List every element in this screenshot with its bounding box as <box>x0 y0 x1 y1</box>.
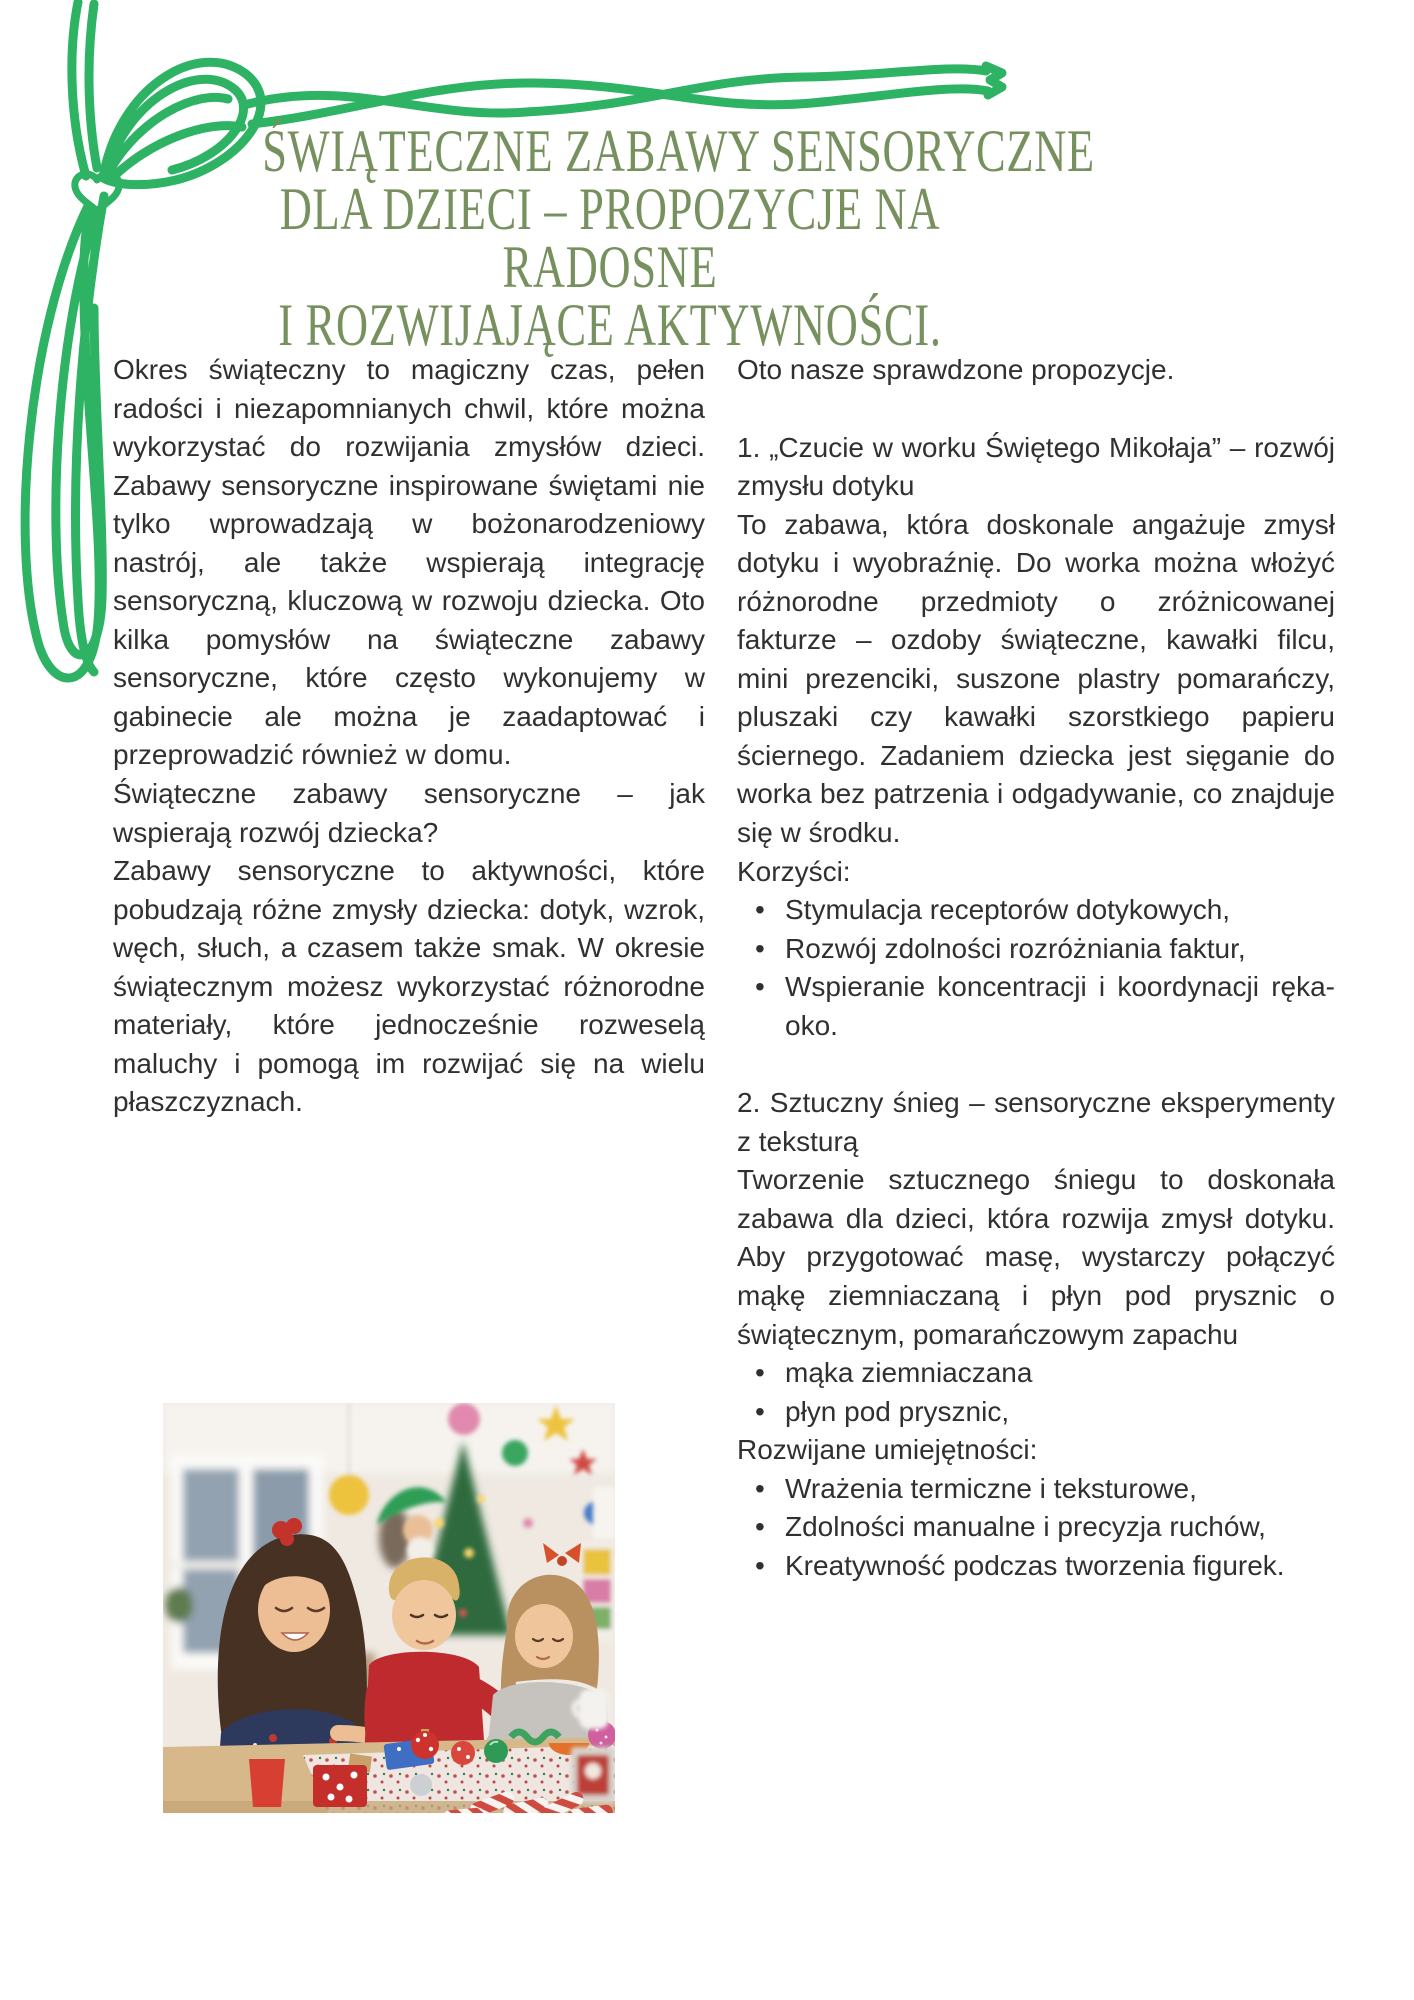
activity-1-body: To zabawa, która doskonale angażuje zmysł dotyku i wyobraźnię. Do worka można włożyć różnorodne przedmioty o zróżnicowanej fakturze – ozdoby świąteczne, kawałki filcu, mini prezenciki, suszone plastry pomarańczy, pluszaki czy kawałki szorstkiego papieru ściernego. Zadaniem dziecka jest sięganie do worka bez patrzenia i odgadywanie, co znajduje się w środku. <box>737 508 1335 849</box>
spacer <box>737 1045 1335 1084</box>
activity-1-heading: 1. „Czucie w worku Świętego Mikołaja” – rozwój zmysłu dotyku <box>737 431 1335 502</box>
heart-knot-icon <box>75 174 119 211</box>
ribbon-tail-loop <box>25 206 99 678</box>
skill-item: • Wrażenia termiczne i teksturowe, <box>737 1470 1335 1509</box>
photo-children-crafts <box>163 1403 615 1813</box>
benefit-item: • Wspieranie koncentracji i koordynacji ręka-oko. <box>737 968 1335 1045</box>
intro-paragraph: Okres świąteczny to magiczny czas, pełen radości i niezapomnianych chwil, które można wykorzystać do rozwijania zmysłów dzieci. Zabawy sensoryczne inspirowane świętami nie tylko wprowadzają w bożonarodzeniowy nastrój, ale także wspierają integrację sensoryczną, kluczową w rozwoju dziecka. Oto kilka pomysłów na świąteczne zabawy sensoryczne, które często wykonujemy w gabinecie ale można je zaadaptować i przeprowadzić również w domu. <box>113 354 705 771</box>
activity-2-body: Tworzenie sztucznego śniegu to doskonała zabawa dla dzieci, która rozwija zmysł dotyku. Aby przygotować masę, wystarczy połączyć mąkę ziemniaczaną i płyn pod prysznic o świątecznym, pomarańczowym zapachu <box>737 1164 1335 1350</box>
ingredient-item: • mąka ziemniaczana <box>737 1354 1335 1393</box>
propositions-intro: Oto nasze sprawdzone propozycje. <box>737 354 1175 385</box>
page-title <box>140 118 1095 358</box>
skills-label: Rozwijane umiejętności: <box>737 1434 1038 1466</box>
skill-item: • Kreatywność podczas tworzenia figurek. <box>737 1547 1335 1586</box>
title-line-3: RADOSNE <box>502 234 718 300</box>
benefits-label: Korzyści: <box>737 855 851 887</box>
question-paragraph: Świąteczne zabawy sensoryczne – jak wspierają rozwój dziecka? <box>113 778 705 848</box>
skill-item: • Zdolności manualne i precyzja ruchów, <box>737 1508 1335 1547</box>
activity-2-heading: 2. Sztuczny śnieg – sensoryczne eksperymenty z teksturą <box>737 1087 1335 1157</box>
left-column <box>113 351 705 1122</box>
ribbon-band-top <box>248 69 986 113</box>
ingredients-list <box>737 1354 1335 1431</box>
title-line-1: ŚWIĄTECZNE ZABAWY SENSORYCZNE <box>262 118 1095 184</box>
ribbon-cut-end <box>986 66 1002 95</box>
benefit-item: • Rozwój zdolności rozróżniania faktur, <box>737 930 1335 969</box>
title-line-2: DLA DZIECI – PROPOZYCJE NA <box>279 176 941 242</box>
ribbon-tail-loop <box>56 212 102 655</box>
skills-list <box>737 1470 1335 1586</box>
description-paragraph: Zabawy sensoryczne to aktywności, które pobudzają różne zmysły dziecka: dotyk, wzrok, węch, słuch, a czasem także smak. W okresie świątecznym możesz wykorzystać różnorodne materiały, które jednocześnie rozweselą maluchy i pomogą im rozwijać się na wielu płaszczyznach. <box>113 855 705 1118</box>
ribbon-upper-strand <box>72 2 86 176</box>
benefits-list <box>737 891 1335 1045</box>
ribbon-upper-strand <box>89 4 97 168</box>
ingredient-item: • płyn pod prysznic, <box>737 1393 1335 1432</box>
ribbon-tail-line <box>76 196 104 672</box>
title-line-4: I ROZWIJAJĄCE AKTYWNOŚCI. <box>278 292 942 358</box>
right-column <box>737 351 1335 1585</box>
spacer <box>737 390 1335 429</box>
benefit-item: • Stymulacja receptorów dotykowych, <box>737 891 1335 930</box>
